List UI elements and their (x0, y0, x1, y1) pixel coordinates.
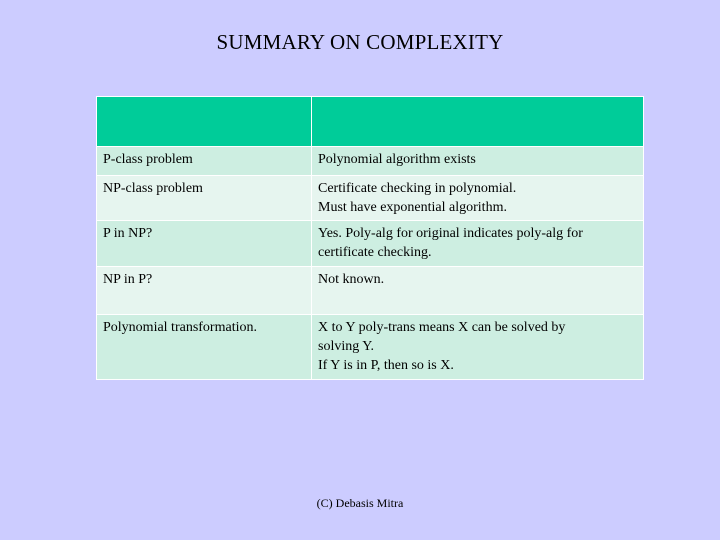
copyright-footer: (C) Debasis Mitra (316, 496, 404, 510)
term-cell (97, 315, 312, 380)
description-line: Not known. (318, 272, 385, 287)
table-row (97, 315, 644, 380)
table-row (97, 176, 644, 221)
table-row (97, 267, 644, 315)
description-line: solving Y. (318, 339, 375, 354)
term-cell (97, 147, 312, 176)
header-cell-term (97, 97, 312, 147)
description-line: X to Y poly-trans means X can be solved by (318, 320, 566, 335)
term-cell (97, 267, 312, 315)
header-cell-description (312, 97, 644, 147)
description-line: Polynomial algorithm exists (318, 152, 476, 167)
description-line: Certificate checking in polynomial. (318, 181, 517, 196)
slide-title: SUMMARY ON COMPLEXITY (216, 30, 504, 54)
description-cell (312, 221, 644, 267)
description-line: certificate checking. (318, 245, 432, 260)
complexity-summary-table (96, 96, 644, 380)
term-text: NP in P? (103, 272, 153, 287)
term-cell (97, 176, 312, 221)
term-text: NP-class problem (103, 181, 203, 196)
term-text: P-class problem (103, 152, 193, 167)
description-line: Must have exponential algorithm. (318, 200, 507, 215)
description-line: Yes. Poly-alg for original indicates poly-alg for (318, 226, 583, 241)
term-text: Polynomial transformation. (103, 320, 257, 335)
term-cell (97, 221, 312, 267)
description-line: If Y is in P, then so is X. (318, 358, 454, 373)
table-header-row (97, 97, 644, 147)
description-cell (312, 267, 644, 315)
description-cell (312, 147, 644, 176)
description-cell (312, 176, 644, 221)
description-cell (312, 315, 644, 380)
table-row (97, 147, 644, 176)
term-text: P in NP? (103, 226, 153, 241)
table-row (97, 221, 644, 267)
